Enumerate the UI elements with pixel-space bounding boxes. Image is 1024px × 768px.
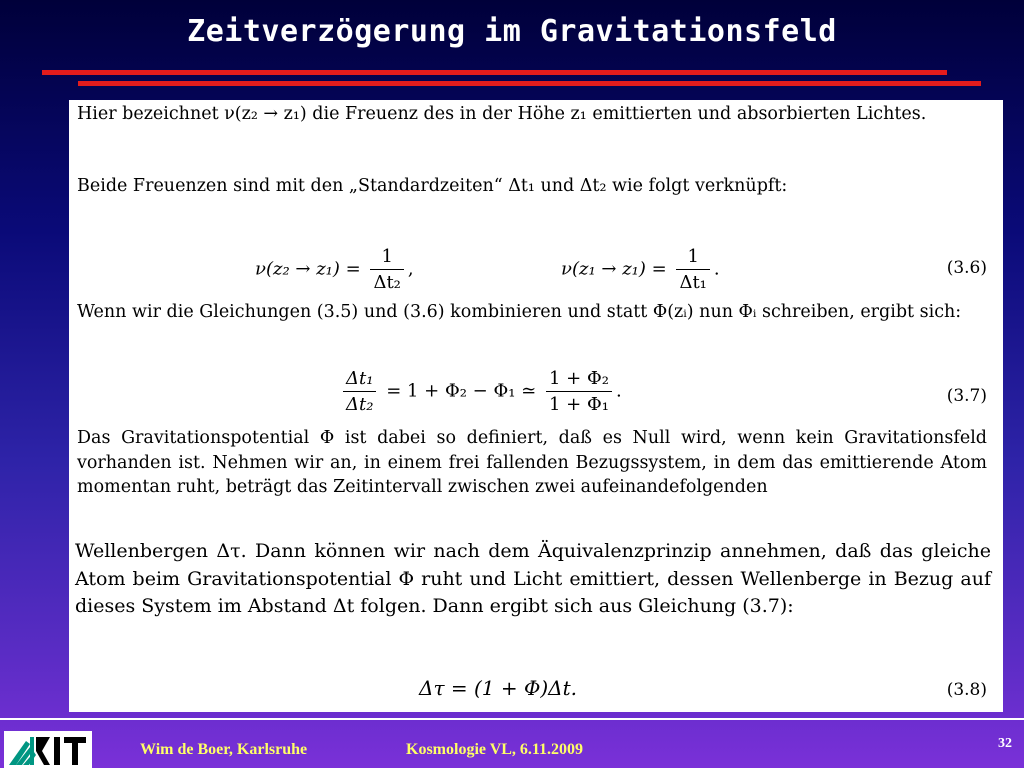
eq36-lhs2: ν(z₁ → z₁) = bbox=[561, 258, 667, 280]
page-number: 32 bbox=[998, 736, 1012, 751]
eq37-den-b: 1 + Φ₁ bbox=[546, 391, 612, 415]
eq38-expression: Δτ = (1 + Φ)Δt. bbox=[419, 676, 578, 700]
eq37-num-b: 1 + Φ₂ bbox=[548, 368, 609, 389]
footer-divider bbox=[0, 718, 1024, 720]
equation-3-8 bbox=[69, 670, 1003, 730]
footer-author: Wim de Boer, Karlsruhe bbox=[140, 741, 308, 758]
eq37-end: . bbox=[615, 380, 622, 402]
equation-3-7 bbox=[69, 362, 1003, 422]
slide-content bbox=[69, 100, 1003, 712]
eq36-sep: , bbox=[407, 258, 414, 280]
eq37-num-a: Δt₁ bbox=[346, 368, 374, 389]
equation-number-3-7: (3.7) bbox=[946, 386, 987, 406]
eq36-lhs1: ν(z₂ → z₁) = bbox=[255, 258, 361, 280]
eq36-den1: Δt₂ bbox=[370, 269, 403, 293]
equation-number-3-8: (3.8) bbox=[946, 680, 987, 700]
eq37-den-a: Δt₂ bbox=[343, 391, 376, 415]
eq36-den2: Δt₁ bbox=[676, 269, 709, 293]
slide-title: Zeitverzögerung im Gravitationsfeld bbox=[187, 14, 837, 49]
eq36-num2: 1 bbox=[687, 246, 699, 267]
title-underline-2 bbox=[78, 81, 981, 86]
paragraph-5: Wellenbergen Δτ. Dann können wir nach dem Äquivalenzprinzip annehmen, daß das gleiche Atom beim Gravitationspotential Φ ruht und Licht emittiert, dessen Wellenberge in Bezug auf dieses System im Abstand Δt folgen. Dann ergibt sich aus Gleichung (3.7): bbox=[75, 540, 991, 617]
paragraph-2: Beide Freuenzen sind mit den „Standardzeiten“ Δt₁ und Δt₂ wie folgt verknüpft: bbox=[77, 176, 788, 196]
paragraph-1: Hier bezeichnet ν(z₂ → z₁) die Freuenz des in der Höhe z₁ emittierten und absorbierten Lichtes. bbox=[77, 104, 927, 124]
kit-logo-graphic bbox=[6, 733, 90, 767]
eq36-num1: 1 bbox=[381, 246, 393, 267]
eq37-middle: = 1 + Φ₂ − Φ₁ ≃ bbox=[386, 380, 537, 402]
footer-course: Kosmologie VL, 6.11.2009 bbox=[406, 741, 584, 758]
equation-3-6 bbox=[69, 232, 1003, 292]
eq36-end: . bbox=[713, 258, 720, 280]
paragraph-4: Das Gravitationspotential Φ ist dabei so definiert, daß es Null wird, wenn kein Gravitationsfeld vorhanden ist. Nehmen wir an, in einem frei fallenden Bezugssystem, in dem das emittierende Atom momentan ruht, beträgt das Zeitintervall zwischen zwei aufeinandefolgenden bbox=[77, 428, 987, 497]
title-underline-1 bbox=[42, 70, 947, 75]
kit-logo-icon bbox=[4, 731, 92, 768]
equation-number-3-6: (3.6) bbox=[946, 258, 987, 278]
paragraph-3: Wenn wir die Gleichungen (3.5) und (3.6) kombinieren und statt Φ(zᵢ) nun Φᵢ schreiben, ergibt sich: bbox=[77, 302, 962, 322]
